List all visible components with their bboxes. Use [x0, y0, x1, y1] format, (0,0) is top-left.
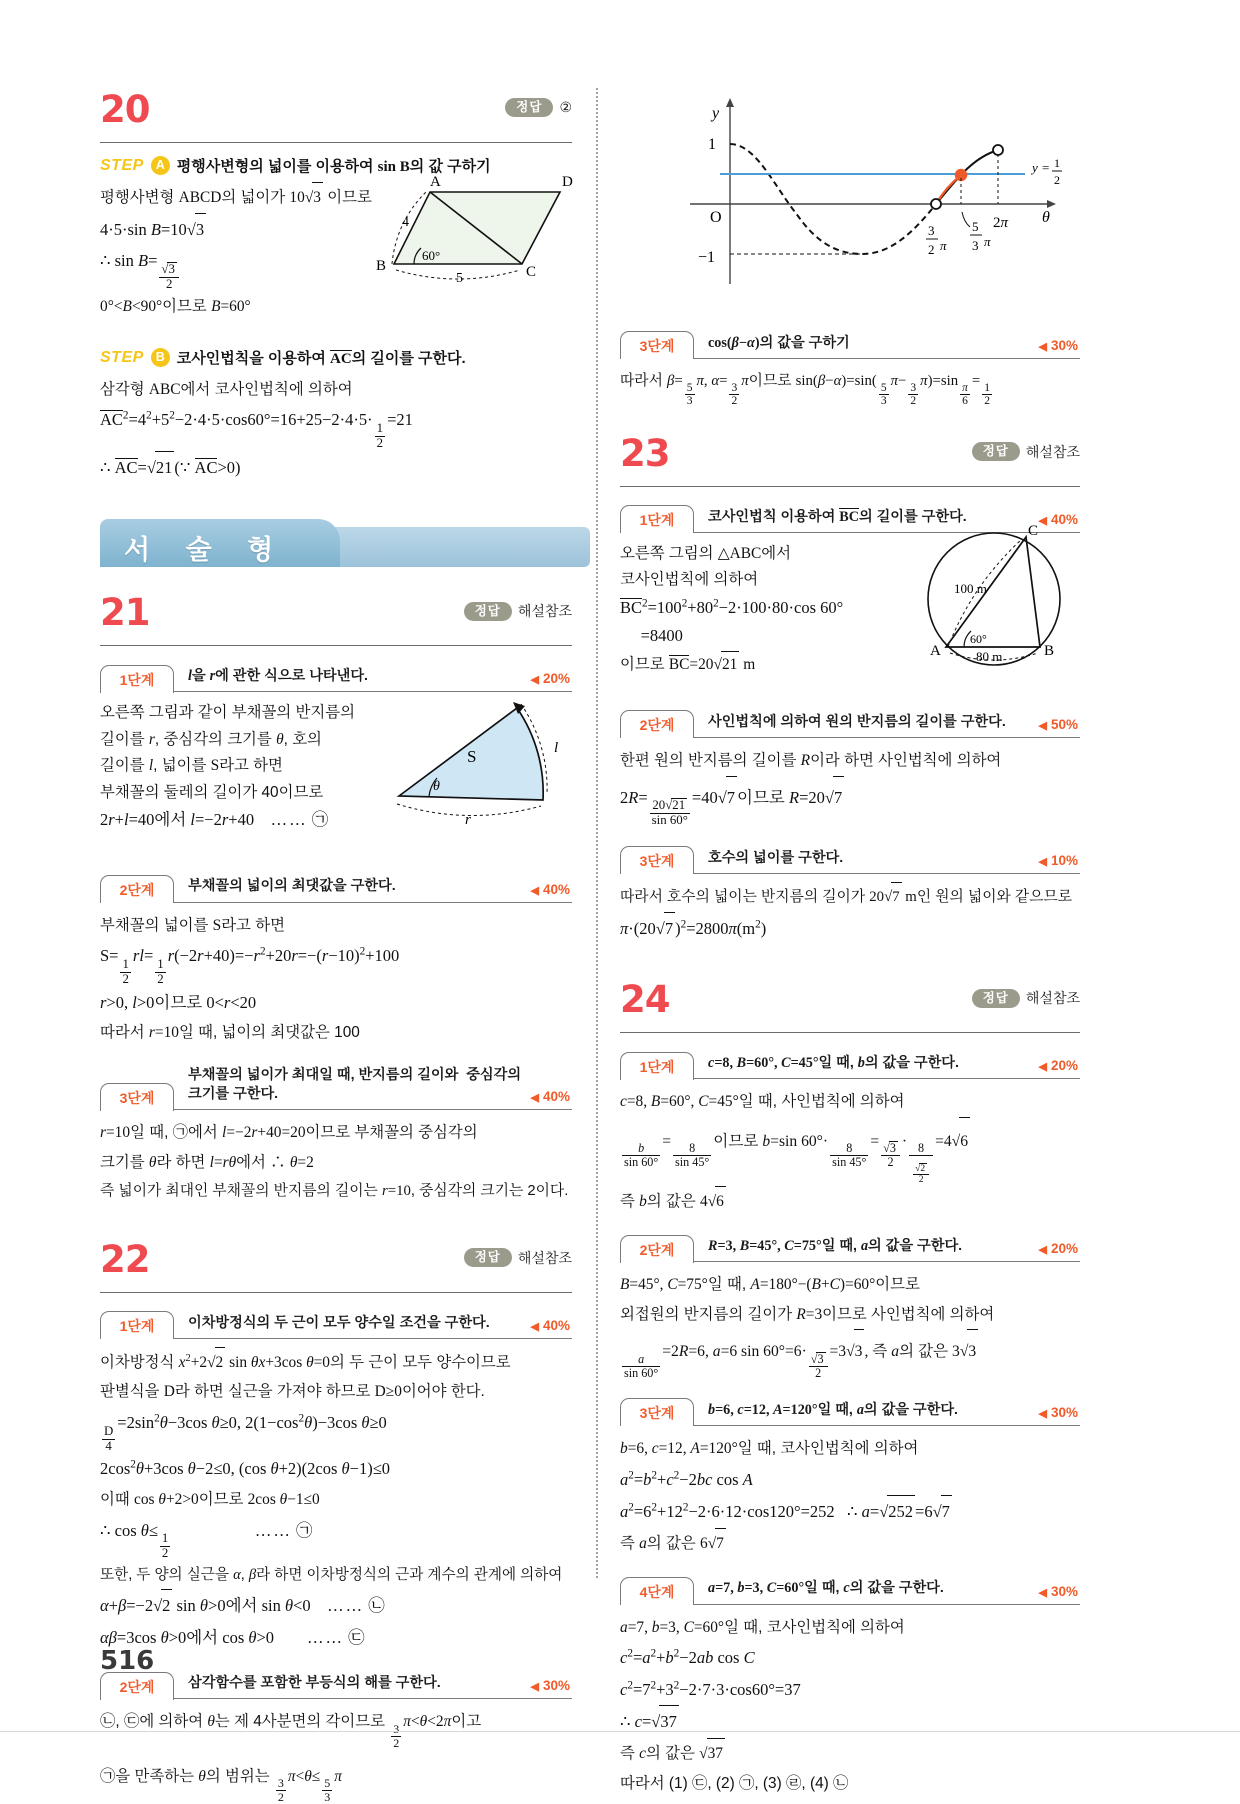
math-line: 크기를 θ라 하면 l=rθ에서 ∴ θ=2: [100, 1153, 314, 1171]
stage-percent: ◀ 50%: [1038, 717, 1078, 733]
stage-description: l을 r에 관한 식으로 나타낸다.: [188, 668, 368, 685]
stage-percent-value: 40%: [1050, 511, 1078, 527]
problem-24-body-2: [620, 1270, 1080, 1380]
svg-text:1: 1: [708, 136, 716, 153]
svg-text:θ: θ: [1042, 209, 1050, 226]
stage-percent-value: 20%: [542, 671, 570, 687]
math-line: $\frac{a}{\sin 60^\circ}$ =2R=6, a=6 sin 60°=6· √ $\frac{3}{2}$ =3 √ 3 , 즉 a의 값은 3 √ 3: [620, 1329, 1080, 1380]
problem-23-header: [620, 431, 1080, 486]
stage-percent: ◀ 30%: [1038, 338, 1078, 353]
problem-21-body-3: [100, 1118, 572, 1206]
stage-percent: ◀ 20%: [1038, 1241, 1078, 1257]
banner-label: 서 술 형: [124, 535, 288, 566]
right-column: [590, 88, 1080, 1792]
answer-badge: 정답: [972, 442, 1020, 461]
math-line: r>0, l>0이므로 0<r<20: [100, 992, 257, 1012]
stage-description: 부채꼴의 넓이의 최댓값을 구한다.: [188, 878, 396, 895]
svg-text:C: C: [526, 264, 537, 280]
svg-text:3: 3: [972, 238, 979, 253]
stage-percent-value: 40%: [542, 1089, 570, 1105]
problem-24-body-1: [620, 1087, 1080, 1216]
math-line: 따라서 β= $\frac{5}{3}$ π, α= $\frac{3}{2}$ π이므로 sin(β−α)=sin( $\frac{5}{3}$ π− $\frac{3}{2}$ π)=sin $\frac{\pi}{6}$ = $\frac{1}{2}$: [620, 373, 991, 408]
problem-20-answer: [505, 98, 572, 117]
section-banner: [100, 527, 572, 571]
math-line: ∴ sin B= √ $\frac{3}{2}$: [100, 245, 572, 291]
problem-24: [620, 980, 1080, 1798]
stage-percent: ◀ 40%: [530, 881, 570, 897]
stage-percent: ◀ 40%: [1038, 511, 1078, 527]
problem-23-body-1: [620, 524, 1080, 678]
stage-tag: 2단계: [100, 1672, 174, 1700]
math-line: c=8, B=60°, C=45°일 때, 사인법칙에 의하여: [620, 1093, 905, 1111]
answer-value: 해설참조: [1025, 990, 1080, 1007]
svg-text:y: y: [1032, 160, 1038, 175]
stage-tag-p22-step3: 3단계: [620, 331, 694, 359]
stage-description: 코사인법칙 이용하여 BC의 길이를 구한다.: [708, 508, 967, 525]
stage-tag: 2단계: [100, 875, 174, 903]
math-line: 부채꼴의 둘레의 길이가 40이므로: [100, 783, 324, 801]
stage-percent-value: 30%: [1050, 1405, 1078, 1421]
stage-description: 부채꼴의 넓이가 최대일 때, 반지름의 길이와 중심각의 크기를 구한다.: [188, 1066, 522, 1103]
svg-text:2π: 2π: [993, 215, 1009, 231]
stage-percent-value: 30%: [542, 1678, 570, 1694]
math-line: 이때 cos θ+2>0이므로 2cos θ−1≤0: [100, 1491, 320, 1509]
math-line: 즉 c의 값은 √ 37: [620, 1738, 1080, 1769]
problem-21-answer: [464, 601, 572, 621]
math-line: 따라서 (1) ㉢, (2) ㉠, (3) ㉣, (4) ㉡: [620, 1774, 849, 1792]
problem-23-body-3: [620, 882, 1080, 944]
problem-22-body-1: [100, 1347, 572, 1654]
math-line: 한편 원의 반지름의 길이를 R이라 하면 사인법칙에 의하여: [620, 752, 1002, 770]
math-line: ∴ c= √ 37: [620, 1705, 1080, 1738]
answer-value: 해설참조: [517, 1249, 572, 1266]
answer-badge: 정답: [464, 602, 512, 621]
stage-row: [620, 325, 1080, 359]
math-line: 판별식을 D라 하면 실근을 가져야 하므로 D≥0이어야 한다.: [100, 1383, 485, 1401]
svg-text:B: B: [376, 258, 387, 274]
stage-row: [100, 1665, 572, 1699]
svg-text:S: S: [467, 747, 477, 767]
math-line: $\frac{b}{\sin 60^\circ}$ = $\frac{8}{\sin 45^\circ}$ 이므로 b=sin 60°· $\frac{8}{\sin 45^\circ}$ = √ $\frac{3}{2}$ · 8 √ $\frac{2}{2}$ =4 √ 6: [620, 1117, 1080, 1186]
math-line: 이차방정식 $x^2+2$ √ 2 sin θx+3cos θ=0의 두 근이 모두 양수이므로: [100, 1347, 572, 1378]
svg-text:=: =: [1042, 160, 1050, 175]
problem-21-number: 21: [100, 591, 150, 635]
math-line: $a^2=b^2+c^2-2bc$ cos A: [620, 1469, 753, 1489]
math-line: 길이를 l, 넓이를 S라고 하면: [100, 757, 283, 775]
stage-row: [620, 1045, 1080, 1079]
math-line: $2\cos^2\theta+3\cos$ θ−2≤0, (cos θ+2)(2cos θ−1)≤0: [100, 1458, 390, 1479]
problem-21-body-1: [100, 700, 572, 834]
stage-row: [620, 1392, 1080, 1426]
svg-text:B: B: [1044, 642, 1055, 659]
stage-description: 삼각함수를 포함한 부등식의 해를 구한다.: [188, 1675, 441, 1692]
stage-description: a=7, b=3, C=60°일 때, c의 값을 구한다.: [708, 1580, 944, 1597]
math-line: ∴ cos θ≤ $\frac{1}{2}$ …… ㉠: [100, 1520, 313, 1561]
math-line: αβ=3cos θ>0에서 cos θ>0 …… ㉢: [100, 1627, 365, 1647]
problem-23-body-2: [620, 746, 1080, 828]
problem-21: [100, 593, 572, 1206]
svg-text:5: 5: [456, 271, 463, 286]
problem-22-body-2: [100, 1707, 572, 1803]
stage-description: 이차방정식의 두 근이 모두 양수일 조건을 구한다.: [188, 1314, 490, 1331]
math-line: 오른쪽 그림과 같이 부채꼴의 반지름의: [100, 704, 355, 722]
math-line: r=10일 때, ㉠에서 l=−2r+40=20이므로 부채꼴의 중심각의: [100, 1124, 478, 1142]
math-line: a=7, b=3, C=60°일 때, 코사인법칙에 의하여: [620, 1618, 905, 1636]
math-line: 코사인법칙에 의하여: [620, 571, 759, 589]
math-line: $c^2=7^2+3^2-2\cdot 7\cdot 3\cdot\cos 60^\circ=37$: [620, 1679, 801, 1699]
math-line: 따라서 r=10일 때, 넓이의 최댓값은 100: [100, 1024, 360, 1042]
problem-20-step-b-body: [100, 375, 572, 484]
problem-23-number: 23: [620, 431, 670, 475]
stage-percent-value: 40%: [542, 881, 570, 897]
math-line: b=6, c=12, A=120°일 때, 코사인법칙에 의하여: [620, 1440, 919, 1458]
svg-text:C: C: [1028, 524, 1039, 539]
divider: [100, 142, 572, 143]
math-line: 부채꼴의 넓이를 S라고 하면: [100, 916, 285, 934]
problem-24-answer: [972, 988, 1080, 1008]
circular-sector-figure: [371, 686, 586, 836]
svg-text:r: r: [465, 812, 471, 829]
answer-badge: 정답: [505, 98, 553, 117]
math-line: $\frac{D}{4}$ $=2\sin^2\theta-3\cos$ θ≥0, $2(1-\cos^2\theta)-3\cos$ θ≥0: [104, 1412, 387, 1453]
math-line: 외접원의 반지름의 길이가 R=3이므로 사인법칙에 의하여: [620, 1305, 995, 1323]
stage-tag: 4단계: [620, 1577, 694, 1605]
svg-text:2: 2: [1054, 173, 1060, 187]
answer-badge: 정답: [464, 1248, 512, 1267]
stage-description: c=8, B=60°, C=45°일 때, b의 값을 구한다.: [708, 1055, 959, 1072]
answer-badge: 정답: [972, 989, 1020, 1008]
math-line: 즉 넓이가 최대인 부채꼴의 반지름의 길이는 r=10, 중심각의 크기는 2이다.: [100, 1183, 569, 1200]
svg-text:π: π: [984, 234, 991, 249]
math-line: 오른쪽 그림의 △ABC에서: [620, 544, 791, 562]
page-number: 516: [100, 1646, 155, 1676]
svg-text:5: 5: [972, 219, 979, 234]
stage-percent-value: 40%: [542, 1317, 570, 1333]
math-line: $a^2=6^2+12^2-2\cdot 6\cdot 12\cdot\cos 120^\circ=252$ ∴ a= √ 252 =6 √ 7: [620, 1495, 1080, 1528]
stage-tag: 1단계: [620, 505, 694, 533]
divider: [100, 1292, 572, 1293]
problem-24-number: 24: [620, 978, 670, 1022]
step-b-label: [100, 347, 572, 368]
stage-percent: ◀ 40%: [530, 1317, 570, 1333]
stage-tag: 1단계: [100, 1311, 174, 1339]
math-line: π·(20 √ 7 )$^2=2800\pi(m^2)$: [620, 912, 1080, 945]
problem-23-answer: [972, 442, 1080, 462]
stage-tag: 2단계: [620, 1235, 694, 1263]
math-line: 4·5·sin B=10 √ 3: [100, 213, 572, 246]
problem-24-body-3: [620, 1434, 1080, 1559]
stage-percent: ◀ 40%: [530, 1089, 570, 1105]
svg-text:4: 4: [402, 215, 409, 230]
stage-tag: 3단계: [100, 1083, 174, 1111]
stage-tag: 2단계: [620, 710, 694, 738]
math-line: 따라서 호수의 넓이는 반지름의 길이가 20 √ 7 m인 원의 넓이와 같으므로: [620, 882, 1080, 911]
math-line: 즉 a의 값은 6 √ 7: [620, 1528, 1080, 1559]
svg-text:100 m: 100 m: [954, 580, 987, 596]
problem-22-number: 22: [100, 1237, 150, 1281]
problem-22-answer: [464, 1248, 572, 1268]
svg-text:60°: 60°: [422, 248, 441, 263]
math-line: $AC^2=4^2+5^2-2\cdot 4\cdot 5\cdot\cos 60^\circ=16+25-2\cdot 4\cdot 5\cdot$ $\frac{1}{2}$ =21: [100, 409, 413, 450]
stage-percent: ◀ 30%: [1038, 1405, 1078, 1421]
problem-22: [100, 1237, 572, 1804]
math-line: ∴ AC= √ 21 (∵ AC>0): [100, 451, 572, 484]
step-letter-b: B: [151, 348, 170, 367]
answer-value: ②: [559, 99, 572, 115]
math-line: 2r+l=40에서 l=−2r+40 …… ㉠: [100, 810, 329, 830]
answer-value: 해설참조: [517, 603, 572, 620]
math-line: B=45°, C=75°일 때, A=180°−(B+C)=60°이므로: [620, 1276, 920, 1294]
math-line: 삼각형 ABC에서 코사인법칙에 의하여: [100, 380, 353, 398]
math-line: ㉠을 만족하는 θ의 범위는 $\frac{3}{2}$ π<θ≤ $\frac{5}{3}$ π: [100, 1767, 343, 1804]
problem-22-body-3: [620, 367, 1080, 408]
stage-tag: 3단계: [620, 1398, 694, 1426]
stage-description: 호수의 넓이를 구한다.: [708, 850, 844, 867]
svg-text:2: 2: [928, 242, 935, 257]
divider: [100, 645, 572, 646]
svg-text:π: π: [940, 238, 947, 253]
svg-text:−1: −1: [698, 249, 716, 266]
problem-20-number: 20: [100, 88, 150, 131]
stage-description: 사인법칙에 의하여 원의 반지름의 길이를 구한다.: [708, 713, 1006, 730]
sine-graph-figure: [650, 94, 1070, 304]
svg-text:60°: 60°: [970, 631, 987, 646]
svg-text:θ: θ: [433, 779, 440, 795]
problem-24-header: [620, 980, 1080, 1032]
math-line: =8400: [620, 626, 683, 646]
problem-22-header: [100, 1237, 572, 1292]
answer-value: 해설참조: [1025, 443, 1080, 460]
stage-percent-value: 50%: [1050, 717, 1078, 733]
math-line: S= $\frac{1}{2}$ rl= $\frac{1}{2}$ $r(-2r+40)=-r^2+20r=-(r-10)^2+100$: [100, 945, 400, 986]
problem-20-header: [100, 90, 572, 142]
stage-row: [100, 1060, 572, 1110]
stage-description: cos(β−α)의 값을 구하기: [708, 334, 850, 351]
stage-percent: ◀ 30%: [1038, 1583, 1078, 1599]
stage-description: R=3, B=45°, C=75°일 때, a의 값을 구한다.: [708, 1238, 963, 1255]
stage-row: [620, 704, 1080, 738]
parallelogram-figure: [322, 164, 582, 304]
problem-20-step-a-body: [100, 174, 573, 321]
math-line: $c^2=a^2+b^2-2ab$ cos C: [620, 1647, 755, 1668]
stage-row: [100, 1305, 572, 1339]
math-line: ㉡, ㉢에 의하여 θ는 제 4사분면의 각이므로 $\frac{3}{2}$ π<θ<2π이고: [100, 1713, 482, 1750]
step-b-title: 코사인법칙을 이용하여 AC의 길이를 구한다.: [176, 350, 466, 368]
divider: [620, 486, 1080, 487]
stage-tag: 3단계: [620, 846, 694, 874]
problem-21-body-2: [100, 911, 572, 1048]
math-line: 0°<B<90°이므로 B=60°: [100, 297, 251, 315]
math-line: α+β=−2 √ 2 sin θ>0에서 sin θ<0 …… ㉡: [100, 1589, 572, 1622]
stage-percent-value: 10%: [1050, 853, 1078, 869]
stage-tag: 1단계: [100, 665, 174, 693]
math-line: 2R= $\frac{20 √ 21}{\sin 60^\circ}$ =40 √ 7 이므로 R=20 √ 7: [620, 776, 1080, 828]
stage-percent-value: 20%: [1050, 1241, 1078, 1257]
stage-row: [620, 840, 1080, 874]
stage-percent: ◀ 10%: [1038, 853, 1078, 869]
problem-23: [620, 431, 1080, 944]
divider: [620, 1032, 1080, 1033]
footer-rule: [0, 1731, 1240, 1732]
stage-row: [620, 1571, 1080, 1605]
stage-percent: ◀ 20%: [530, 671, 570, 687]
svg-text:1: 1: [1054, 156, 1060, 170]
problem-24-body-4: [620, 1613, 1080, 1799]
svg-text:A: A: [430, 174, 441, 190]
stage-description: b=6, c=12, A=120°일 때, a의 값을 구한다.: [708, 1401, 958, 1418]
triangle-in-circle-figure: [902, 525, 1092, 680]
math-line: 평행사변형 ABCD의 넓이가 10 √ 3 이므로: [100, 182, 572, 213]
svg-text:O: O: [710, 209, 722, 226]
stage-percent: ◀ 30%: [530, 1678, 570, 1694]
math-line: 또한, 두 양의 실근을 α, β라 하면 이차방정식의 근과 계수의 관계에 의하여: [100, 1567, 563, 1584]
problem-20: [100, 90, 572, 483]
svg-text:y: y: [712, 105, 720, 122]
svg-text:D: D: [562, 174, 573, 190]
step-letter-a: A: [151, 156, 170, 175]
math-line: $BC^2=100^2+80^2-2\cdot 100\cdot 80\cdot\cos$ 60°: [620, 597, 844, 617]
svg-text:A: A: [930, 642, 941, 659]
math-line: 즉 b의 값은 4 √ 6: [620, 1186, 1080, 1217]
sine-graph-block: [620, 88, 1080, 313]
stage-row: [620, 1228, 1080, 1262]
stage-percent-value: 20%: [1050, 1058, 1078, 1074]
svg-text:l: l: [554, 740, 559, 757]
svg-text:80 m: 80 m: [976, 648, 1003, 664]
stage-percent: ◀ 20%: [1038, 1058, 1078, 1074]
stage-row: [100, 869, 572, 903]
problem-21-header: [100, 593, 572, 645]
stage-tag: 1단계: [620, 1052, 694, 1080]
step-keyword: STEP: [100, 348, 144, 366]
step-keyword: STEP: [100, 156, 144, 174]
math-line: 이므로 BC=20 √ 21 m: [620, 651, 1080, 678]
stage-percent-value: 30%: [1050, 1583, 1078, 1599]
math-line: 길이를 r, 중심각의 크기를 θ, 호의: [100, 730, 322, 748]
svg-text:3: 3: [928, 223, 935, 238]
step-a-title: 평행사변형의 넓이를 이용하여 sin B의 값 구하기: [176, 158, 491, 175]
